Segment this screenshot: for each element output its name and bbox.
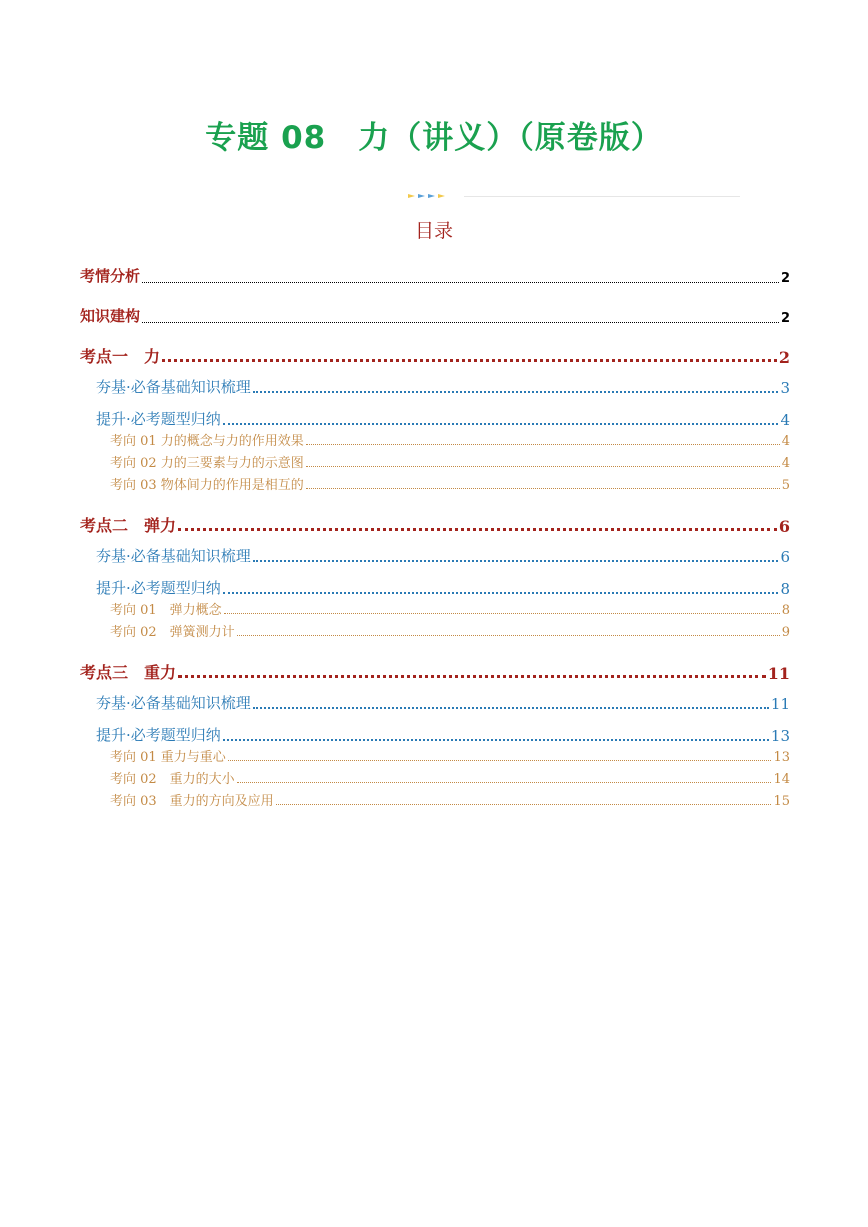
toc-item-label: 考向 03 重力的方向及应用 [110, 794, 274, 809]
dot-leader [178, 525, 777, 531]
toc-page-number: 2 [780, 311, 790, 326]
divider-arrow-icon [418, 194, 425, 198]
toc-subsection-label: 夯基·必备基础知识梳理 [96, 378, 251, 396]
dot-leader [237, 779, 772, 783]
toc-item-label: 考向 02 重力的大小 [110, 772, 235, 787]
toc-section-2[interactable] [80, 513, 790, 536]
toc-item-label: 考向 03 物体间力的作用是相互的 [110, 478, 304, 493]
toc-page-number: 6 [780, 548, 790, 566]
divider-line [464, 196, 740, 197]
toc-basics-1[interactable] [96, 376, 790, 397]
toc-advance-2[interactable] [96, 577, 790, 598]
toc-section-3[interactable] [80, 660, 790, 683]
dot-leader [223, 736, 769, 741]
toc-item-label: 考向 02 弹簧测力计 [110, 625, 235, 640]
toc-item-label: 考向 02 力的三要素与力的示意图 [110, 456, 304, 471]
toc-page-number: 9 [781, 625, 790, 640]
dot-leader [224, 610, 780, 614]
toc-page-number: 3 [780, 379, 790, 397]
dot-leader [306, 463, 780, 467]
toc-advance-3[interactable] [96, 724, 790, 745]
toc-item-label: 考向 01 力的概念与力的作用效果 [110, 434, 304, 449]
dot-leader [253, 704, 769, 709]
toc-section-label: 考点一 力 [80, 347, 161, 366]
toc-page-number: 11 [770, 695, 790, 713]
dot-leader [253, 388, 779, 393]
toc-page-number: 2 [778, 348, 790, 367]
title-divider [408, 194, 738, 198]
toc-heading: 目录 [414, 220, 453, 242]
toc-basics-3[interactable] [96, 692, 790, 713]
toc-page-number: 6 [778, 517, 790, 536]
divider-arrow-icon [438, 194, 445, 198]
toc-page-number: 4 [781, 434, 790, 449]
toc-item-3-2[interactable] [110, 768, 790, 787]
toc-item-2-2[interactable] [110, 621, 790, 640]
dot-leader [253, 557, 779, 562]
divider-arrow-icon [428, 194, 435, 198]
toc-item-1-1[interactable] [110, 430, 790, 449]
dot-leader [223, 420, 779, 425]
toc-entry-exam-analysis[interactable] [80, 265, 790, 286]
toc-subsection-label: 夯基·必备基础知识梳理 [96, 547, 251, 565]
toc-advance-1[interactable] [96, 408, 790, 429]
toc-subsection-label: 夯基·必备基础知识梳理 [96, 694, 251, 712]
toc-entry-label: 知识建构 [80, 307, 141, 325]
toc-entry-knowledge-structure[interactable] [80, 305, 790, 326]
dot-leader [142, 280, 779, 283]
dot-leader [228, 757, 772, 761]
dot-leader [142, 320, 779, 323]
toc-page-number: 13 [773, 750, 790, 765]
dot-leader [306, 485, 780, 489]
toc-item-1-3[interactable] [110, 474, 790, 493]
toc-page-number: 8 [781, 603, 790, 618]
toc-page-number: 14 [773, 772, 790, 787]
toc-subsection-label: 提升·必考题型归纳 [96, 579, 221, 597]
toc-section-label: 考点三 重力 [80, 663, 177, 682]
dot-leader [237, 632, 780, 636]
toc-item-2-1[interactable] [110, 599, 790, 618]
toc-entry-label: 考情分析 [80, 267, 141, 285]
toc-page-number: 4 [780, 411, 790, 429]
toc-page-number: 13 [770, 727, 790, 745]
toc-page-number: 11 [767, 664, 790, 683]
dot-leader [223, 589, 779, 594]
toc-subsection-label: 提升·必考题型归纳 [96, 410, 221, 428]
toc-item-label: 考向 01 重力与重心 [110, 750, 226, 765]
toc-page-number: 15 [773, 794, 790, 809]
toc-page-number: 8 [780, 580, 790, 598]
toc-basics-2[interactable] [96, 545, 790, 566]
toc-page-number: 5 [781, 478, 790, 493]
toc-item-3-1[interactable] [110, 746, 790, 765]
dot-leader [306, 441, 780, 445]
toc-section-label: 考点二 弹力 [80, 516, 177, 535]
divider-arrow-icon [408, 194, 415, 198]
toc-item-label: 考向 01 弹力概念 [110, 603, 222, 618]
toc-item-1-2[interactable] [110, 452, 790, 471]
toc-page-number: 2 [780, 271, 790, 286]
page-title: 专题 08 力（讲义）（原卷版） [205, 120, 663, 156]
toc-subsection-label: 提升·必考题型归纳 [96, 726, 221, 744]
dot-leader [276, 801, 772, 805]
toc-page-number: 4 [781, 456, 790, 471]
dot-leader [162, 356, 777, 362]
toc-section-1[interactable] [80, 344, 790, 367]
toc-item-3-3[interactable] [110, 790, 790, 809]
dot-leader [178, 672, 766, 678]
